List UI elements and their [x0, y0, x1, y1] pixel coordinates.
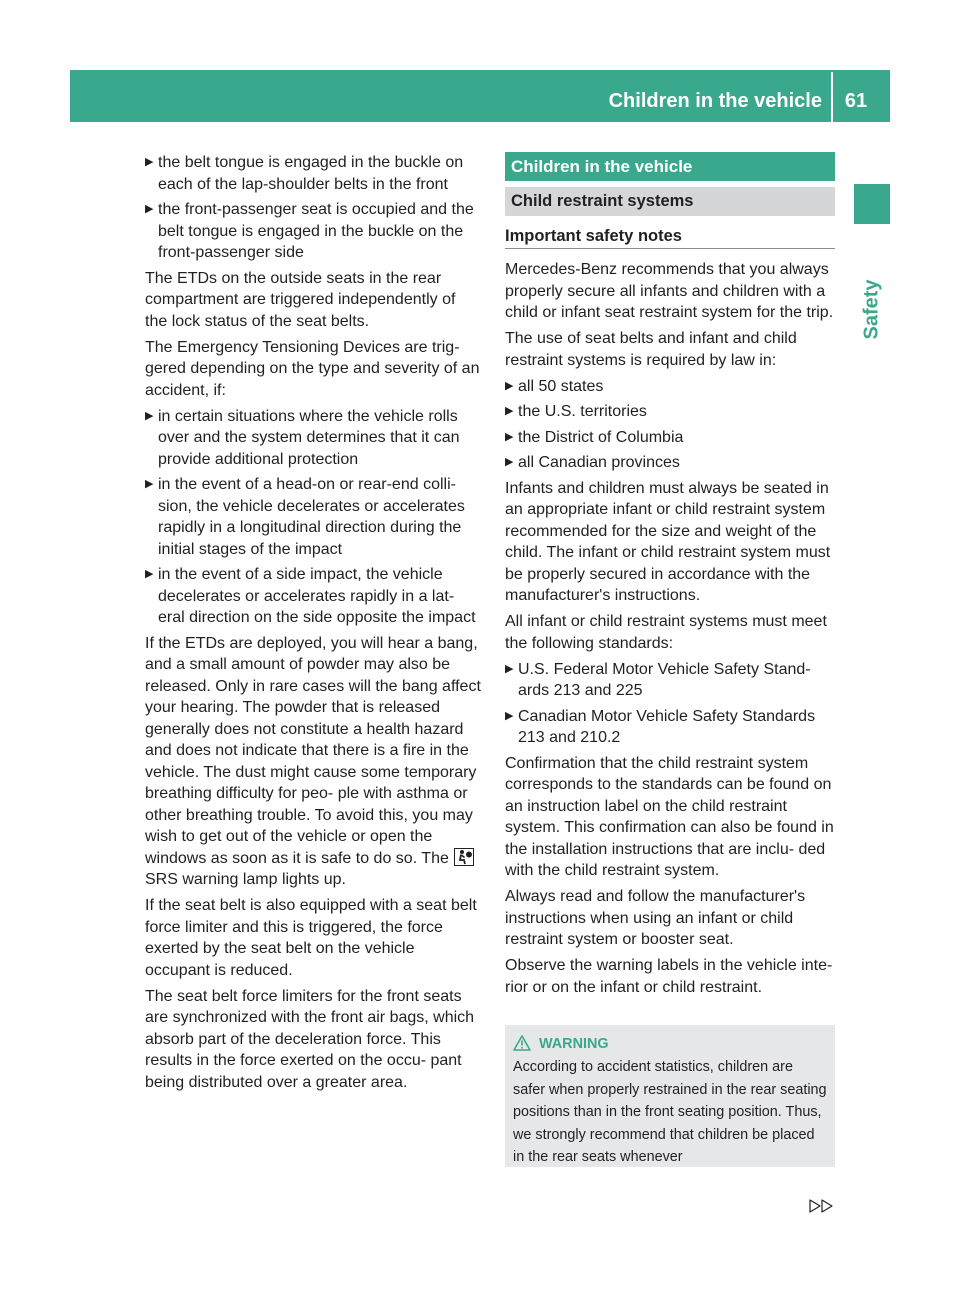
bullet-icon: ▶ [145, 156, 154, 168]
list-item: ▶ in the event of a side impact, the vehicle decelerates or accelerates rapidly in a lat- eral direction on the side opposite the impact [145, 566, 476, 626]
bullet-icon: ▶ [505, 709, 514, 722]
list-item: ▶ Canadian Motor Vehicle Safety Standards 213 and 210.2 [505, 707, 816, 746]
list-item: ▶ the U.S. territories [505, 401, 835, 423]
list-item: ▶ all Canadian provinces [505, 452, 835, 474]
paragraph-follow-instructions: Always read and follow the manufacturer's instructions when using an infant or child restraint system or booster seat. [505, 888, 806, 948]
bullet-list-regions [505, 376, 835, 474]
paragraph-recommend: Mercedes-Benz recommends that you always properly secure all infants and children with a child or infant seat restraint system for the trip. [505, 261, 834, 321]
paragraph-force-limiter-sync: The seat belt force limiters for the front seats are synchronized with the front air bags, which absorb part of the deceleration force. This results in the force exerted on the occu- pant being distributed over a greater area. [145, 987, 475, 1091]
bullet-icon: ▶ [145, 409, 154, 422]
bullet-icon: ▶ [145, 568, 154, 580]
bullet-list-standards [505, 659, 835, 749]
bullet-icon: ▶ [145, 203, 154, 215]
srs-warning-lamp-icon [454, 848, 474, 866]
page-number: 61 [844, 90, 868, 112]
paragraph-confirmation: Confirmation that the child restraint system corresponds to the standards can be found on an instruction label on the child restraint system. This confirmation can also be found in the installation instructions that are inclu- ded with the child restraint system. [505, 754, 834, 879]
topic-heading: Important safety notes [505, 216, 835, 249]
paragraph-force-limiter: If the seat belt is also equipped with a seat belt force limiter and this is triggered, the force exerted by the seat belt on the vehicle occupant is reduced. [145, 897, 477, 979]
section-heading: Children in the vehicle [505, 152, 835, 181]
list-item: ▶ the front-passenger seat is occupied and the belt tongue is engaged in the buckle on the front-passenger side [145, 201, 474, 261]
paragraph-etds-deployed: If the ETDs are deployed, you will hear a bang, and a small amount of powder may also be released. Only in rare cases will the bang affect your hearing. The powder that is released generally does not constitute a health hazard and does not indicate that there is a fire in the vehicle. The dust might cause some temporary breathing difficulty for peo- ple with asthma or other breathing trouble. To avoid this, you may wish to get out of the vehicle or open the windows as soon as it is safe to do so. The SRS warning lamp lights up. [145, 634, 481, 888]
continued-arrow-icon [808, 1198, 836, 1214]
left-column [145, 152, 481, 1098]
side-tab-label-text: Safety [860, 278, 883, 340]
warning-text: According to accident statistics, children are safer when properly restrained in the rear seating positions than in the front seating position. Thus, we strongly recommend that children be placed in the rear seats whenever [513, 1059, 827, 1165]
paragraph-etds-rear: The ETDs on the outside seats in the rear compartment are triggered independently of the lock status of the seat belts. [145, 269, 456, 330]
bullet-icon: ▶ [145, 478, 154, 490]
bullet-list-trigger-conditions [145, 406, 481, 629]
warning-heading [513, 1033, 827, 1056]
side-tab-marker [854, 184, 890, 224]
list-item: ▶ the District of Columbia [505, 427, 835, 449]
list-item: ▶ in certain situations where the vehicle rolls over and the system determines that it can provide additional protection [145, 407, 460, 468]
list-item: ▶ the belt tongue is engaged in the buckle on each of the lap-shoulder belts in the front [145, 154, 464, 193]
bullet-list-belt-conditions [145, 152, 481, 264]
warning-box [505, 1025, 835, 1167]
list-item: ▶ U.S. Federal Motor Vehicle Safety Stand- ards 213 and 225 [505, 660, 811, 699]
bullet-icon: ▶ [505, 662, 514, 675]
bullet-icon: ▶ [505, 379, 514, 392]
paragraph-seated: Infants and children must always be seated in an appropriate infant or child restraint system recommended for the size and weight of the child. The infant or child restraint system must be properly secured in accordance with the manufacturer's instructions. [505, 479, 831, 604]
list-item: ▶ in the event of a head-on or rear-end colli- sion, the vehicle decelerates or accelerates rapidly in a longitudinal direction during the initial stages of the impact [145, 476, 465, 558]
bullet-icon: ▶ [505, 456, 514, 468]
paragraph-standards: All infant or child restraint systems must meet the following standards: [505, 613, 827, 652]
bullet-icon: ▶ [505, 430, 514, 443]
warning-title: WARNING [539, 1036, 609, 1052]
header-chapter-title: Children in the vehicle [608, 90, 822, 112]
warning-triangle-icon [513, 1035, 531, 1051]
paragraph-warning-labels: Observe the warning labels in the vehicle inte- rior or on the infant or child restraint. [505, 957, 833, 996]
header-separator [831, 72, 833, 122]
subsection-heading: Child restraint systems [505, 187, 835, 216]
bullet-icon: ▶ [505, 405, 514, 417]
paragraph-etds-triggered: The Emergency Tensioning Devices are trig- gered depending on the type and severity of an accident, if: [145, 338, 480, 399]
right-column [505, 152, 835, 1003]
paragraph-required-by-law: The use of seat belts and infant and child restraint systems is required by law in: [505, 330, 797, 369]
list-item: ▶ all 50 states [505, 376, 835, 398]
side-tab-label [848, 264, 896, 354]
